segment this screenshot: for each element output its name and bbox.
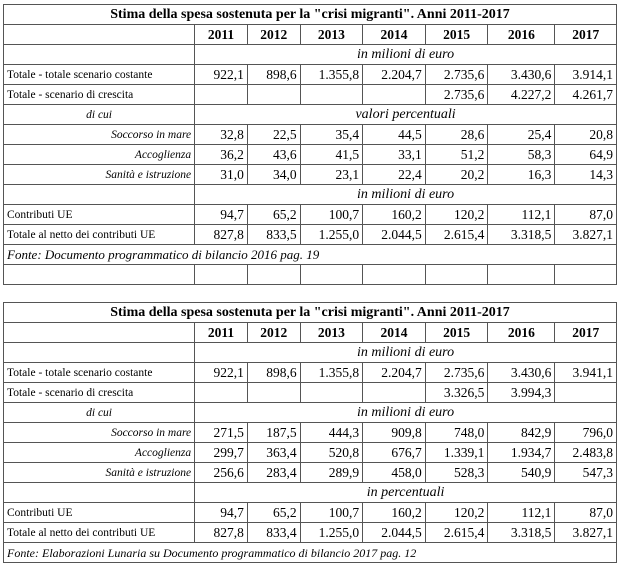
cell-2013: 520,8 (300, 443, 363, 463)
cell-2017: 64,9 (555, 145, 617, 165)
cell-2015: 20,2 (425, 165, 488, 185)
table-row-totale-scenario-di-crescita (4, 383, 617, 403)
di-cui-label: di cui (4, 105, 195, 125)
cell-2011: 922,1 (195, 65, 248, 85)
cell-2017: 3.914,1 (555, 65, 617, 85)
row-label: Soccorso in mare (4, 125, 195, 145)
table-row-totale-totale-scenario-costante (4, 363, 617, 383)
title-row (4, 303, 617, 323)
table-row-contributi-ue (4, 503, 617, 523)
spacer-row (4, 265, 617, 285)
table-row-totale-al-netto-dei-contributi-ue (4, 523, 617, 543)
unit-blank (4, 185, 195, 205)
table-row-soccorso-in-mare (4, 423, 617, 443)
header-blank (4, 25, 195, 45)
cell-2013 (300, 85, 363, 105)
bottom-unit-label: in percentuali (195, 483, 617, 503)
cell-2011 (195, 383, 248, 403)
spending-table-2017 (3, 302, 617, 563)
cell-2012: 898,6 (247, 363, 300, 383)
cell-2014: 2.204,7 (363, 363, 426, 383)
cell-2011: 31,0 (195, 165, 248, 185)
cell-2014: 160,2 (363, 205, 426, 225)
cell-2011: 94,7 (195, 503, 248, 523)
cell-2016: 1.934,7 (488, 443, 555, 463)
cell-2012: 43,6 (247, 145, 300, 165)
cell-2014 (363, 85, 426, 105)
table-row-totale-al-netto-dei-contributi-ue (4, 225, 617, 245)
source-note: Fonte: Elaborazioni Lunaria su Documento programmatico di bilancio 2017 pag. 12 (4, 543, 617, 563)
di-cui-label: di cui (4, 403, 195, 423)
table-row-totale-scenario-di-crescita (4, 85, 617, 105)
year-header-2014: 2014 (363, 25, 426, 45)
bottom-unit-row (4, 483, 617, 503)
cell-2012: 34,0 (247, 165, 300, 185)
cell-2012: 283,4 (247, 463, 300, 483)
cell-2017: 2.483,8 (555, 443, 617, 463)
cell-2015: 2.615,4 (425, 225, 488, 245)
cell-2013: 100,7 (300, 503, 363, 523)
spacer-cell (195, 265, 248, 285)
cell-2017: 87,0 (555, 503, 617, 523)
cell-2011: 299,7 (195, 443, 248, 463)
cell-2013 (300, 383, 363, 403)
cell-2012: 22,5 (247, 125, 300, 145)
cell-2013: 35,4 (300, 125, 363, 145)
cell-2017: 547,3 (555, 463, 617, 483)
table-row-accoglienza (4, 443, 617, 463)
cell-2011: 94,7 (195, 205, 248, 225)
cell-2016: 3.318,5 (488, 523, 555, 543)
cell-2014 (363, 383, 426, 403)
cell-2012: 65,2 (247, 205, 300, 225)
unit-blank (4, 343, 195, 363)
unit-blank (4, 483, 195, 503)
year-header-2013: 2013 (300, 323, 363, 343)
cell-2014: 2.044,5 (363, 523, 426, 543)
spacer-cell (247, 265, 300, 285)
row-label: Sanità e istruzione (4, 463, 195, 483)
cell-2011: 256,6 (195, 463, 248, 483)
cell-2013: 41,5 (300, 145, 363, 165)
cell-2014: 44,5 (363, 125, 426, 145)
cell-2015: 1.339,1 (425, 443, 488, 463)
row-label: Contributi UE (4, 205, 195, 225)
spacer-cell (300, 265, 363, 285)
table-row-totale-totale-scenario-costante (4, 65, 617, 85)
cell-2017: 20,8 (555, 125, 617, 145)
cell-2017: 4.261,7 (555, 85, 617, 105)
cell-2016: 842,9 (488, 423, 555, 443)
year-header-2016: 2016 (488, 25, 555, 45)
cell-2015: 2.615,4 (425, 523, 488, 543)
cell-2014: 22,4 (363, 165, 426, 185)
breakdown-unit-label: valori percentuali (195, 105, 617, 125)
cell-2016: 112,1 (488, 205, 555, 225)
spacer-cell (4, 265, 195, 285)
cell-2016: 540,9 (488, 463, 555, 483)
cell-2017: 796,0 (555, 423, 617, 443)
year-header-2015: 2015 (425, 323, 488, 343)
source-row (4, 543, 617, 563)
cell-2013: 1.355,8 (300, 363, 363, 383)
cell-2016: 3.430,6 (488, 65, 555, 85)
year-header-2011: 2011 (195, 25, 248, 45)
spacer-cell (555, 265, 617, 285)
row-label: Totale - scenario di crescita (4, 383, 195, 403)
cell-2015: 120,2 (425, 503, 488, 523)
unit-label: in milioni di euro (195, 45, 617, 65)
di-cui-row (4, 403, 617, 423)
table-row-soccorso-in-mare (4, 125, 617, 145)
cell-2013: 444,3 (300, 423, 363, 443)
year-header-2013: 2013 (300, 25, 363, 45)
cell-2013: 23,1 (300, 165, 363, 185)
cell-2011: 271,5 (195, 423, 248, 443)
spacer-cell (488, 265, 555, 285)
unit-blank (4, 45, 195, 65)
spending-table-2016 (3, 4, 617, 285)
table-title: Stima della spesa sostenuta per la "crisi migranti". Anni 2011-2017 (4, 5, 617, 25)
cell-2012: 65,2 (247, 503, 300, 523)
cell-2014: 909,8 (363, 423, 426, 443)
cell-2014: 458,0 (363, 463, 426, 483)
cell-2013: 1.355,8 (300, 65, 363, 85)
bottom-unit-row (4, 185, 617, 205)
year-header-2016: 2016 (488, 323, 555, 343)
cell-2016: 112,1 (488, 503, 555, 523)
row-label: Totale al netto dei contributi UE (4, 523, 195, 543)
year-header-2015: 2015 (425, 25, 488, 45)
cell-2016: 58,3 (488, 145, 555, 165)
table-title: Stima della spesa sostenuta per la "crisi migranti". Anni 2011-2017 (4, 303, 617, 323)
cell-2014: 2.204,7 (363, 65, 426, 85)
cell-2011: 827,8 (195, 523, 248, 543)
row-label: Contributi UE (4, 503, 195, 523)
cell-2017 (555, 383, 617, 403)
source-note: Fonte: Documento programmatico di bilancio 2016 pag. 19 (4, 245, 617, 265)
cell-2014: 33,1 (363, 145, 426, 165)
unit-row (4, 45, 617, 65)
row-label: Totale - totale scenario costante (4, 65, 195, 85)
cell-2014: 2.044,5 (363, 225, 426, 245)
cell-2017: 14,3 (555, 165, 617, 185)
year-header-2012: 2012 (247, 25, 300, 45)
di-cui-row (4, 105, 617, 125)
cell-2015: 28,6 (425, 125, 488, 145)
cell-2011: 32,8 (195, 125, 248, 145)
year-header-2017: 2017 (555, 25, 617, 45)
title-row (4, 5, 617, 25)
cell-2014: 160,2 (363, 503, 426, 523)
source-row (4, 245, 617, 265)
cell-2013: 1.255,0 (300, 225, 363, 245)
row-label: Accoglienza (4, 145, 195, 165)
cell-2015: 2.735,6 (425, 85, 488, 105)
cell-2015: 528,3 (425, 463, 488, 483)
row-label: Sanità e istruzione (4, 165, 195, 185)
cell-2012 (247, 383, 300, 403)
bottom-unit-label: in milioni di euro (195, 185, 617, 205)
row-label: Accoglienza (4, 443, 195, 463)
cell-2013: 100,7 (300, 205, 363, 225)
cell-2012 (247, 85, 300, 105)
cell-2011 (195, 85, 248, 105)
year-header-2011: 2011 (195, 323, 248, 343)
cell-2014: 676,7 (363, 443, 426, 463)
year-header-2017: 2017 (555, 323, 617, 343)
cell-2012: 833,4 (247, 523, 300, 543)
unit-row (4, 343, 617, 363)
cell-2015: 2.735,6 (425, 363, 488, 383)
cell-2017: 3.941,1 (555, 363, 617, 383)
unit-label: in milioni di euro (195, 343, 617, 363)
cell-2016: 16,3 (488, 165, 555, 185)
cell-2012: 187,5 (247, 423, 300, 443)
breakdown-unit-label: in milioni di euro (195, 403, 617, 423)
cell-2017: 3.827,1 (555, 523, 617, 543)
cell-2015: 3.326,5 (425, 383, 488, 403)
cell-2017: 3.827,1 (555, 225, 617, 245)
cell-2011: 827,8 (195, 225, 248, 245)
cell-2012: 363,4 (247, 443, 300, 463)
cell-2015: 2.735,6 (425, 65, 488, 85)
cell-2016: 3.430,6 (488, 363, 555, 383)
cell-2011: 36,2 (195, 145, 248, 165)
cell-2012: 898,6 (247, 65, 300, 85)
year-header-2012: 2012 (247, 323, 300, 343)
row-label: Totale - scenario di crescita (4, 85, 195, 105)
cell-2015: 120,2 (425, 205, 488, 225)
row-label: Soccorso in mare (4, 423, 195, 443)
cell-2016: 25,4 (488, 125, 555, 145)
row-label: Totale - totale scenario costante (4, 363, 195, 383)
table-row-sanita-e-istruzione (4, 463, 617, 483)
cell-2016: 3.994,3 (488, 383, 555, 403)
cell-2016: 3.318,5 (488, 225, 555, 245)
cell-2012: 833,5 (247, 225, 300, 245)
spacer-cell (425, 265, 488, 285)
row-label: Totale al netto dei contributi UE (4, 225, 195, 245)
cell-2015: 51,2 (425, 145, 488, 165)
cell-2011: 922,1 (195, 363, 248, 383)
cell-2013: 289,9 (300, 463, 363, 483)
cell-2013: 1.255,0 (300, 523, 363, 543)
table-row-accoglienza (4, 145, 617, 165)
cell-2017: 87,0 (555, 205, 617, 225)
year-header-row (4, 323, 617, 343)
spacer-cell (363, 265, 426, 285)
table-row-sanita-e-istruzione (4, 165, 617, 185)
cell-2015: 748,0 (425, 423, 488, 443)
year-header-row (4, 25, 617, 45)
table-row-contributi-ue (4, 205, 617, 225)
year-header-2014: 2014 (363, 323, 426, 343)
header-blank (4, 323, 195, 343)
cell-2016: 4.227,2 (488, 85, 555, 105)
